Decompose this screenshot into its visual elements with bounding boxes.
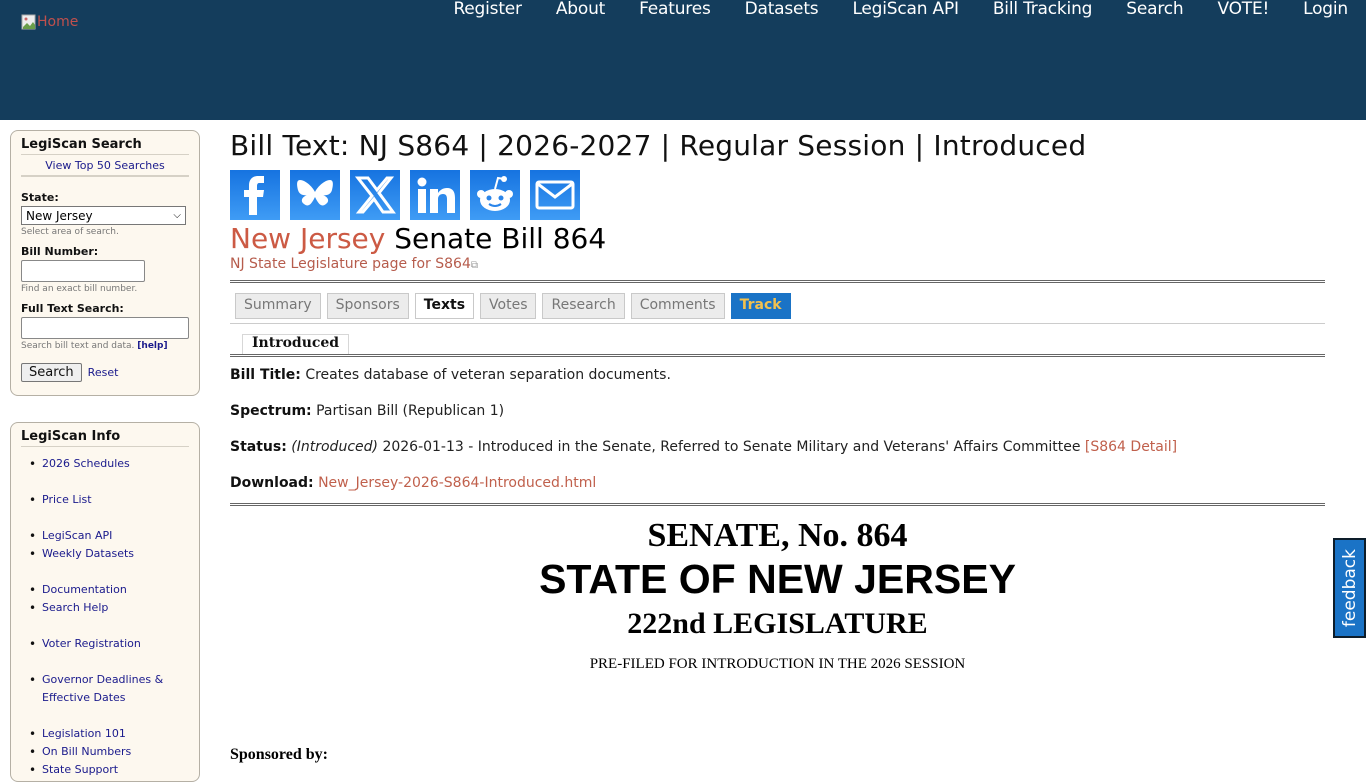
share-reddit-button[interactable] [470,170,520,220]
bill-state: New Jersey [230,222,386,255]
status-label: Status: [230,439,287,455]
bill-title-row [230,365,1325,385]
governor-deadlines-line1: Governor Deadlines & [42,673,164,686]
help-link[interactable]: help [141,341,164,351]
nav-register[interactable]: Register [453,0,522,19]
doc-legislature: 222nd LEGISLATURE [627,607,928,640]
search-actions [21,363,189,382]
site-header [0,0,1366,120]
doc-prefiled: PRE-FILED FOR INTRODUCTION IN THE 2026 SESSION [589,656,966,672]
doc-sponsored-by: Sponsored by: [230,746,328,763]
facebook-icon [240,175,270,215]
info-link-price-list[interactable]: • Price List [21,491,189,509]
bill-detail-link[interactable]: [S864 Detail] [1084,439,1178,455]
info-link-weekly-datasets[interactable]: • Weekly Datasets [21,545,189,563]
download-row [230,473,1325,493]
governor-deadlines-line2: Effective Dates [42,691,126,704]
tab-research[interactable]: Research [542,293,624,319]
nav-datasets[interactable]: Datasets [744,0,819,19]
download-label: Download: [230,475,314,491]
info-link-2026-schedules[interactable]: • 2026 Schedules [21,455,189,473]
status-row [230,437,1325,457]
info-links [21,455,189,779]
state-select-value: New Jersey [26,208,93,223]
doc-senate-number: SENATE, No. 864 [647,517,908,554]
top-50-searches-link[interactable]: View Top 50 Searches [21,157,189,177]
top-nav [436,0,1348,18]
search-panel-title: LegiScan Search [21,137,189,155]
feedback-label: feedback [1339,548,1360,628]
info-link-legiscan-api[interactable]: • LegiScan API [21,527,189,545]
bill-heading [230,220,1325,258]
share-bluesky-button[interactable] [290,170,340,220]
state-legislature-link-text: NJ State Legislature page for S864 [230,256,471,272]
bill-title-label: Bill Title: [230,367,301,383]
share-email-button[interactable] [530,170,580,220]
bill-name: Senate Bill 864 [394,222,607,255]
nav-about[interactable]: About [555,0,606,19]
info-link-documentation[interactable]: • Documentation [21,581,189,599]
reset-link[interactable]: Reset [87,366,119,379]
divider [230,280,1325,283]
bill-meta [230,365,1325,493]
full-text-hint-text: Search bill text and data. [21,341,135,351]
nav-features[interactable]: Features [639,0,711,19]
info-link-search-help[interactable]: • Search Help [21,599,189,617]
nav-bill-tracking[interactable]: Bill Tracking [992,0,1093,19]
reddit-icon [473,173,517,217]
download-link[interactable]: New_Jersey-2026-S864-Introduced.html [318,475,597,491]
state-select[interactable] [21,206,186,225]
bluesky-butterfly-icon [296,178,334,212]
info-link-governor-deadlines[interactable] [21,671,189,707]
bill-title-value: Creates database of veteran separation documents. [305,367,671,383]
bill-document [230,518,1325,673]
broken-image-icon [21,14,37,30]
external-link-icon: ⧉ [470,260,479,271]
spectrum-row [230,401,1325,421]
info-panel-title: LegiScan Info [21,429,189,447]
share-linkedin-button[interactable] [410,170,460,220]
full-text-label: Full Text Search: [21,302,124,315]
nav-search[interactable]: Search [1126,0,1184,19]
bill-number-hint: Find an exact bill number. [21,284,138,294]
linkedin-icon [415,175,455,215]
home-logo-link[interactable] [21,14,78,30]
tab-comments[interactable]: Comments [631,293,725,319]
share-buttons [230,170,1325,220]
search-button[interactable]: Search [21,363,82,382]
bill-number-input[interactable] [21,260,145,282]
email-envelope-icon [535,180,575,210]
legiscan-info-panel [10,422,200,782]
help-bracket-close: ] [163,341,168,351]
tab-summary[interactable]: Summary [235,293,321,319]
tab-texts[interactable]: Texts [415,293,474,319]
feedback-tab[interactable] [1333,538,1366,638]
x-logo-icon [356,177,394,213]
state-legislature-link[interactable] [230,256,1325,272]
share-x-button[interactable] [350,170,400,220]
info-link-state-support[interactable]: • State Support [21,761,189,779]
spectrum-value: Partisan Bill (Republican 1) [316,403,505,419]
info-link-on-bill-numbers[interactable]: • On Bill Numbers [21,743,189,761]
share-facebook-button[interactable] [230,170,280,220]
tab-sponsors[interactable]: Sponsors [327,293,409,319]
nav-legiscan-api[interactable]: LegiScan API [852,0,959,19]
bill-number-label: Bill Number: [21,245,99,258]
legiscan-search-panel [10,130,200,396]
nav-login[interactable]: Login [1303,0,1348,19]
tab-votes[interactable]: Votes [480,293,536,319]
info-link-voter-registration[interactable]: • Voter Registration [21,635,189,653]
bill-tabs [230,293,1325,324]
state-hint: Select area of search. [21,227,119,237]
help-bracket-open: [ [137,341,142,351]
chevron-down-icon: ⌵ [173,210,181,221]
text-version-introduced[interactable]: Introduced [242,334,349,354]
divider [230,503,1325,506]
full-text-input[interactable] [21,317,189,339]
home-logo-alt-text: Home [37,14,79,30]
full-text-hint [21,341,189,351]
track-button[interactable]: Track [731,293,791,319]
info-link-legislation-101[interactable]: • Legislation 101 [21,725,189,743]
nav-vote[interactable]: VOTE! [1217,0,1270,19]
spectrum-label: Spectrum: [230,403,312,419]
state-label: State: [21,191,59,204]
status-text: 2026-01-13 - Introduced in the Senate, Referred to Senate Military and Veterans' Affairs Committee [382,439,1081,455]
main-content [230,128,1325,763]
text-version-tabs [230,334,1325,357]
page-title: Bill Text: NJ S864 | 2026-2027 | Regular Session | Introduced [230,129,1087,162]
doc-state: STATE OF NEW JERSEY [539,556,1016,602]
status-stage: (Introduced) [291,439,378,455]
